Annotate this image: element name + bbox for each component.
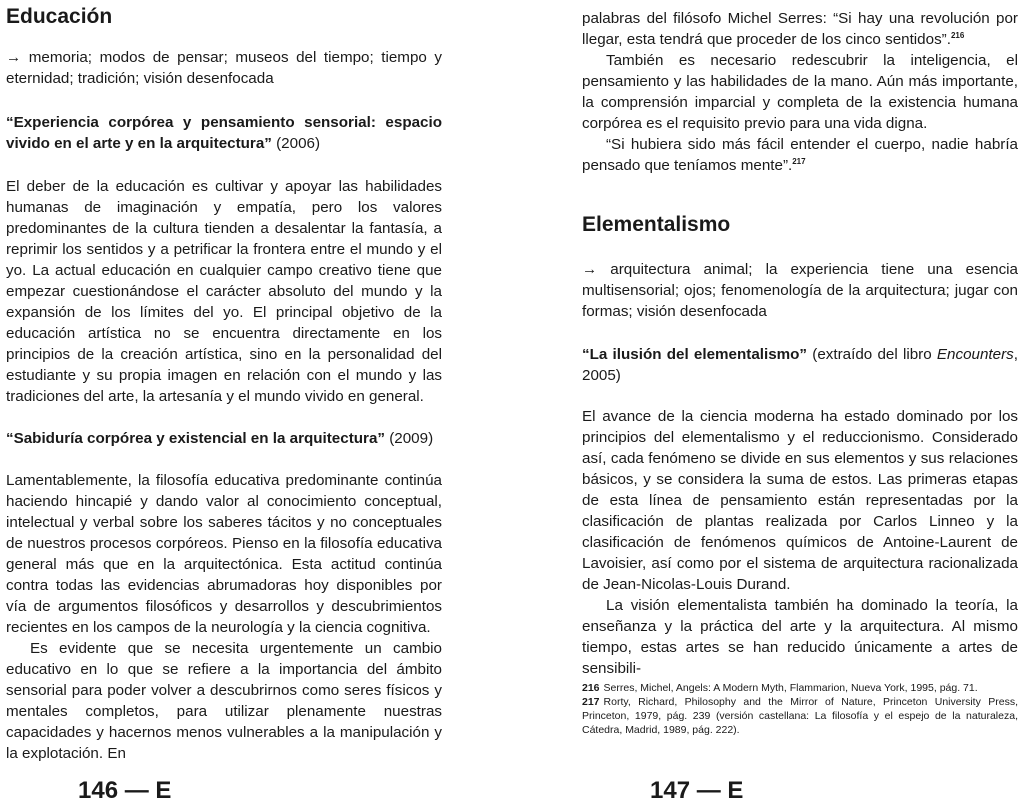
footnote-text: Rorty, Richard, Philosophy and the Mirror of Nature, Princeton University Press, Princeton, 1979, pág. 239 (versión castellana: La filosofía y el espejo de la naturaleza, Cátedra, Madrid, 1989, pág. 222). — [582, 696, 1018, 736]
page-number: 146 — E — [78, 777, 172, 804]
body-paragraph — [6, 470, 442, 764]
reference-heading — [6, 428, 442, 449]
section-heading-educacion: Educación — [6, 5, 113, 28]
reference-year: (2009) — [389, 430, 434, 447]
body-paragraph — [582, 406, 1018, 679]
reference-title: “Sabiduría corpórea y existencial en la arquitectura” — [6, 430, 385, 447]
paragraph-text: La visión elementalista también ha dominado la teoría, la enseñanza y la práctica del arte y la arquitectura. Al mismo tiempo, estas artes se han reducido únicamente a artes de sensibili- — [582, 597, 1018, 677]
paragraph-span: palabras del filósofo Michel Serres: “Si hay una revolución por llegar, esta tendrá que proceder de los cinco sentidos”. — [582, 10, 1018, 48]
footnote-ref: 217 — [792, 156, 806, 166]
keywords-block — [6, 47, 442, 89]
section-heading-elementalismo: Elementalismo — [582, 213, 731, 236]
reference-title: “Experiencia corpórea y pensamiento sensorial: espacio vivido en el arte y en la arquitectura” — [6, 114, 442, 152]
page-number: 147 — E — [650, 777, 744, 804]
body-paragraph — [6, 176, 442, 407]
reference-heading — [6, 112, 442, 154]
footnote-number: 217 — [582, 696, 600, 708]
paragraph-text: Lamentablemente, la filosofía educativa predominante continúa haciendo hincapié y dando valor al conocimiento conceptual, intelectual y verbal sobre los saberes tácitos y no conceptuales de nuestros procesos corpóreos. Pienso en la filosofía educativa general más que en la arquitectónica. Esta actitud continúa contra todas las evidencias abrumadoras hoy disponibles por vía de argumentos filosóficos y desarrollos y descubrimientos recientes en los campos de la neurología y la ciencia cognitiva. — [6, 472, 442, 636]
reference-source: (extraído del libro — [812, 346, 932, 363]
paragraph-text: Es evidente que se necesita urgentemente un cambio educativo en lo que se refiere a la importancia del ámbito sensorial para poder volver a descubrirnos como seres físicos y mentales completos, para utilizar plenamente nuestras capacidades y hacernos menos vulnerables a la manipulación y la explotación. En — [6, 640, 442, 762]
reference-heading — [582, 344, 1018, 386]
footnotes — [582, 681, 1018, 737]
footnote — [582, 695, 1018, 737]
paragraph-text: También es necesario redescubrir la inteligencia, el pensamiento y las habilidades de la mano. Aún más importante, la comprensión imparcial y completa de la existencia humana corpórea es el requisito previo para una vida digna. — [582, 52, 1018, 132]
footnote-ref: 216 — [950, 30, 965, 40]
book-title: Encounters — [936, 346, 1014, 363]
paragraph-text: El avance de la ciencia moderna ha estado dominado por los principios del elementalismo y el reduccionismo. Considerado así, cada fenómeno se divide en sus elementos y sus relaciones básicos, y se considera la suma de estos. Las primeras etapas de esta línea de pensamiento están representadas por la clasificación de plantas realizada por Carlos Linneo y la clasificación de fenómenos químicos de Antoine-Laurent de Lavoisier, así como por el sistema de arquitectura racionalizada de Jean-Nicolas-Louis Durand. — [582, 408, 1018, 593]
footnote — [582, 681, 1018, 695]
keywords-block — [582, 259, 1018, 322]
keywords-text: → arquitectura animal; la experiencia tiene una esencia multisensorial; ojos; fenomenología de la arquitectura; jugar con formas; visión desenfocada — [582, 261, 1018, 320]
paragraph-text — [582, 8, 1018, 50]
right-page — [582, 0, 1018, 806]
left-page — [6, 0, 442, 806]
reference-year: , 2005) — [582, 346, 1018, 384]
paragraph-span: “Si hubiera sido más fácil entender el cuerpo, nadie habría pensado que teníamos mente”. — [582, 136, 1018, 174]
paragraph-text — [582, 134, 1018, 176]
paragraph-text: El deber de la educación es cultivar y apoyar las habilidades humanas de imaginación y empatía, pero los valores predominantes de la cultura tienden a desalentar la fantasía, a reprimir los sentidos y a petrificar la frontera entre el mundo y el yo. La actual educación en cualquier campo creativo tiene que empezar cuestionándose el carácter absoluto del mundo y la expansión de los límites del yo. El principal objetivo de la educación artística no se encuentra directamente en los principios de la creación artística, sino en la personalidad del estudiante y su propia imagen en relación con el mundo y las tradiciones del arte, la artesanía y el mundo vivido en general. — [6, 178, 442, 405]
footnote-text: Serres, Michel, Angels: A Modern Myth, Flammarion, Nueva York, 1995, pág. 71. — [603, 682, 978, 694]
continuation-block — [582, 8, 1018, 176]
reference-year: (2006) — [276, 135, 321, 152]
footnote-number: 216 — [582, 682, 600, 694]
keywords-text: → memoria; modos de pensar; museos del tiempo; tiempo y eternidad; tradición; visión desenfocada — [6, 49, 442, 87]
reference-title: “La ilusión del elementalismo” — [582, 346, 808, 363]
